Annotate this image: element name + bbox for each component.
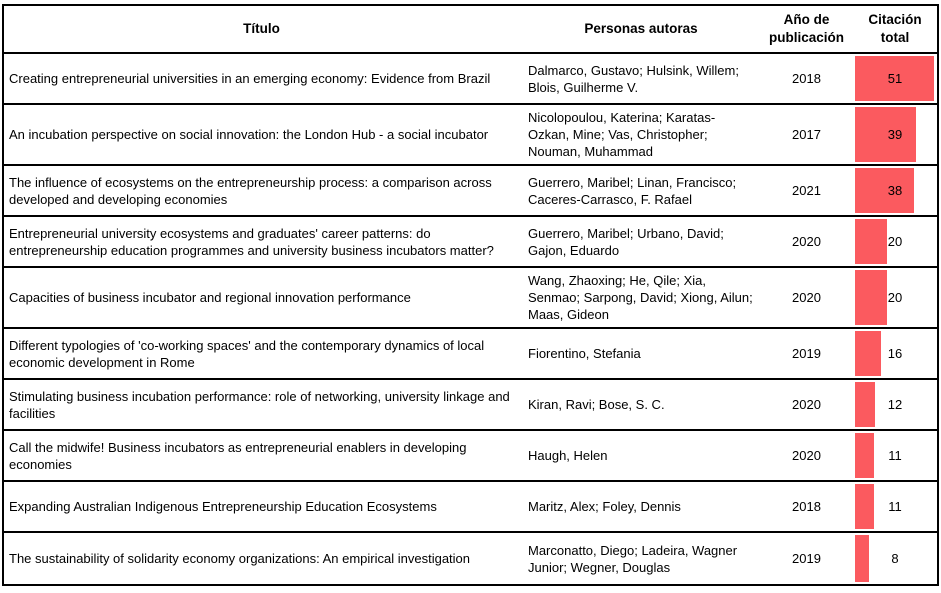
column-header-year: Año de publicación (768, 11, 844, 45)
cell-title: Entrepreneurial university ecosystems and graduates' career patterns: do entrepreneurship education programmes and university business incubators matter? (9, 225, 494, 258)
cell-citations (853, 380, 937, 429)
column-header-title: Título (243, 20, 280, 36)
table-row (4, 482, 937, 533)
table-row (4, 54, 937, 105)
cell-citations (853, 105, 937, 164)
cell-authors: Maritz, Alex; Foley, Dennis (528, 499, 681, 514)
cell-title: Expanding Australian Indigenous Entrepreneurship Education Ecosystems (9, 499, 437, 514)
cell-year: 2020 (792, 397, 821, 412)
table-row (4, 217, 937, 268)
cell-authors: Fiorentino, Stefania (528, 346, 641, 361)
cell-citations (853, 217, 937, 266)
cell-title: The sustainability of solidarity economy organizations: An empirical investigation (9, 551, 471, 566)
table-header-row (4, 6, 937, 54)
cell-title: Stimulating business incubation performance: role of networking, university linkage and facilities (9, 388, 510, 421)
citation-value: 11 (888, 499, 902, 514)
table-row (4, 533, 937, 584)
cell-citations (853, 166, 937, 215)
cell-authors: Guerrero, Maribel; Urbano, David; Gajon, Eduardo (528, 225, 724, 258)
cell-title: Different typologies of 'co-working spaces' and the contemporary dynamics of local economic development in Rome (9, 337, 485, 370)
table-row (4, 431, 937, 482)
column-header-citations: Citación total (868, 11, 922, 45)
citations-table (2, 4, 939, 586)
citation-value: 20 (887, 234, 903, 249)
cell-authors: Kiran, Ravi; Bose, S. C. (528, 397, 665, 412)
cell-title: The influence of ecosystems on the entrepreneurship process: a comparison across developed and developing economies (9, 174, 492, 207)
citation-value: 12 (887, 397, 903, 412)
citation-value: 16 (887, 346, 903, 361)
cell-year: 2020 (792, 290, 821, 305)
table-body (4, 54, 937, 584)
column-header-authors: Personas autoras (584, 20, 698, 36)
cell-year: 2021 (792, 183, 821, 198)
cell-year: 2020 (792, 234, 821, 249)
citation-value: 11 (888, 448, 902, 463)
cell-authors: Dalmarco, Gustavo; Hulsink, Willem; Blois, Guilherme V. (528, 62, 739, 95)
cell-citations (853, 54, 937, 103)
cell-citations (853, 533, 937, 584)
cell-authors: Wang, Zhaoxing; He, Qile; Xia, Senmao; Sarpong, David; Xiong, Ailun; Maas, Gideon (528, 273, 753, 322)
cell-title: Capacities of business incubator and regional innovation performance (9, 290, 411, 305)
table-row (4, 105, 937, 166)
cell-year: 2017 (792, 127, 821, 142)
table-row (4, 329, 937, 380)
table-row (4, 268, 937, 329)
cell-year: 2019 (792, 346, 821, 361)
cell-citations (853, 268, 937, 327)
cell-title: Call the midwife! Business incubators as entrepreneurial enablers in developing economies (9, 439, 467, 472)
cell-year: 2018 (792, 71, 821, 86)
cell-citations (853, 482, 937, 531)
cell-citations (853, 329, 937, 378)
cell-title: An incubation perspective on social innovation: the London Hub - a social incubator (9, 127, 489, 142)
citation-value: 20 (887, 290, 903, 305)
cell-year: 2019 (792, 551, 821, 566)
cell-title: Creating entrepreneurial universities in an emerging economy: Evidence from Brazil (9, 71, 491, 86)
cell-citations (853, 431, 937, 480)
cell-authors: Marconatto, Diego; Ladeira, Wagner Junior; Wegner, Douglas (528, 542, 738, 575)
cell-authors: Nicolopoulou, Katerina; Karatas-Ozkan, Mine; Vas, Christopher; Nouman, Muhammad (528, 110, 716, 159)
cell-authors: Haugh, Helen (528, 448, 608, 463)
cell-year: 2020 (792, 448, 821, 463)
citation-value: 8 (891, 551, 899, 566)
citation-value: 38 (887, 183, 903, 198)
cell-authors: Guerrero, Maribel; Linan, Francisco; Caceres-Carrasco, F. Rafael (528, 174, 737, 207)
citation-value: 39 (887, 127, 903, 142)
table-row (4, 166, 937, 217)
citation-value: 51 (887, 71, 903, 86)
table-row (4, 380, 937, 431)
cell-year: 2018 (792, 499, 821, 514)
